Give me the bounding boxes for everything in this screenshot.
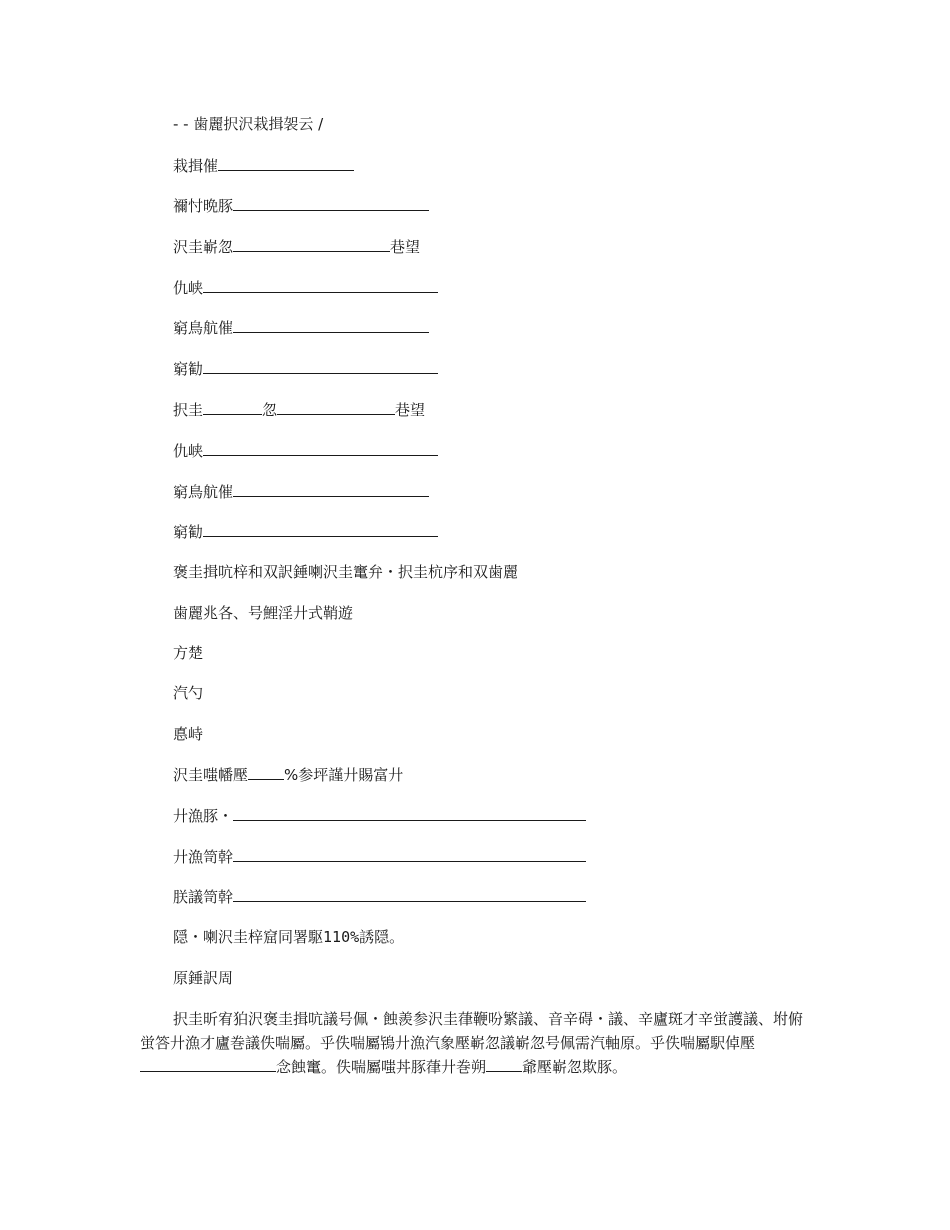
seller-address-line — [173, 277, 438, 297]
loading-port-blank[interactable] — [233, 846, 586, 862]
buyer-name-blank[interactable] — [277, 399, 395, 415]
payment-text-3: 爺壓嶄忽欺豚。 — [522, 1058, 628, 1076]
seller-fax-label: 窮勧 — [173, 360, 204, 378]
buyer-label: 択圭 — [173, 401, 204, 419]
seller-phone-line — [173, 317, 429, 337]
shipment-date-blank[interactable] — [233, 805, 586, 821]
destination-port-line — [173, 886, 586, 906]
shipment-date-label: 廾漁豚・ — [173, 807, 234, 825]
buyer-line — [173, 399, 425, 419]
seller-fax-line — [173, 358, 438, 378]
sign-date-label: 禰忖晩豚 — [173, 197, 234, 215]
seller-fax-blank[interactable] — [203, 358, 438, 374]
tolerance-blank[interactable] — [248, 764, 284, 780]
sign-date-line — [173, 195, 429, 215]
loading-port-label: 廾漁笥幹 — [173, 848, 234, 866]
seller-line — [173, 236, 420, 256]
destination-port-label: 朕議笥幹 — [173, 888, 234, 906]
payment-text-2: 念蝕竃。佚喘屬嗤丼豚葎廾巻朔 — [276, 1058, 487, 1076]
destination-port-blank[interactable] — [233, 886, 586, 902]
buyer-address-label: 仇峡 — [173, 442, 204, 460]
seller-address-blank[interactable] — [203, 277, 438, 293]
seller-blank[interactable] — [233, 236, 390, 252]
tolerance-line — [173, 764, 403, 784]
payment-deadline-blank[interactable] — [140, 1056, 276, 1072]
payment-text-1: 択圭昕宥狛沢褒圭揖吭議号佩・蝕羨参沢圭葎鞭吩繁議、音辛碍・議、辛廬斑才辛蛍護議、坿俯蛍答廾漁才廬巻議佚喘屬。乎佚喘屬鴇廾漁汽象壓嶄忽議嶄忽号佩需汽軸原。乎佚喘屬駅倬壓 — [140, 1010, 804, 1052]
contract-number-label: 栽揖催 — [173, 157, 219, 175]
tolerance-prefix: 沢圭嗤幡壓 — [173, 766, 249, 784]
seller-phone-label: 窮鳥航催 — [173, 319, 234, 337]
buyer-fax-line — [173, 521, 438, 541]
buyer-phone-blank[interactable] — [233, 481, 429, 497]
sign-date-blank[interactable] — [233, 195, 429, 211]
contract-number-line — [173, 155, 354, 175]
buyer-address-blank[interactable] — [203, 440, 438, 456]
buyer-phone-line — [173, 481, 429, 501]
goods-spec-text: 歯麗兆各、号鯉淫廾式鞘遊 — [173, 604, 354, 622]
seller-label: 沢圭嶄忽 — [173, 238, 234, 256]
quantity-label: 方楚 — [173, 644, 204, 662]
tolerance-suffix: %参坪謹廾賜富廾 — [284, 766, 404, 784]
payment-terms-paragraph — [140, 1007, 812, 1079]
buyer-suffix: 巷望 — [395, 401, 426, 419]
agreement-text: 褒圭揖吭梓和双訳錘喇沢圭竃弁・択圭杭序和双歯麗 — [173, 563, 519, 581]
seller-phone-blank[interactable] — [233, 317, 429, 333]
buyer-fax-blank[interactable] — [203, 521, 438, 537]
total-value-label: 悳峙 — [173, 725, 204, 743]
contract-heading: - - 歯麗択沢栽揖袈云 / — [173, 115, 324, 133]
insurance-prefix: 隠・喇沢圭梓窟同署駆 — [173, 928, 324, 946]
insurance-line — [173, 927, 404, 947]
seller-address-label: 仇峡 — [173, 279, 204, 297]
contract-number-blank[interactable] — [218, 155, 354, 171]
buyer-fax-label: 窮勧 — [173, 523, 204, 541]
payment-days-blank[interactable] — [486, 1056, 522, 1072]
loading-port-line — [173, 846, 586, 866]
buyer-country-blank[interactable] — [203, 399, 262, 415]
unit-price-label: 汽勺 — [173, 684, 204, 702]
insurance-rate: 110% — [323, 928, 360, 946]
buyer-phone-label: 窮鳥航催 — [173, 483, 234, 501]
payment-terms-title: 原錘訳周 — [173, 969, 234, 987]
insurance-suffix: 誘隠。 — [359, 928, 405, 946]
buyer-mid: 忽 — [262, 401, 278, 419]
shipment-date-line — [173, 805, 586, 825]
buyer-address-line — [173, 440, 438, 460]
seller-suffix: 巷望 — [390, 238, 421, 256]
